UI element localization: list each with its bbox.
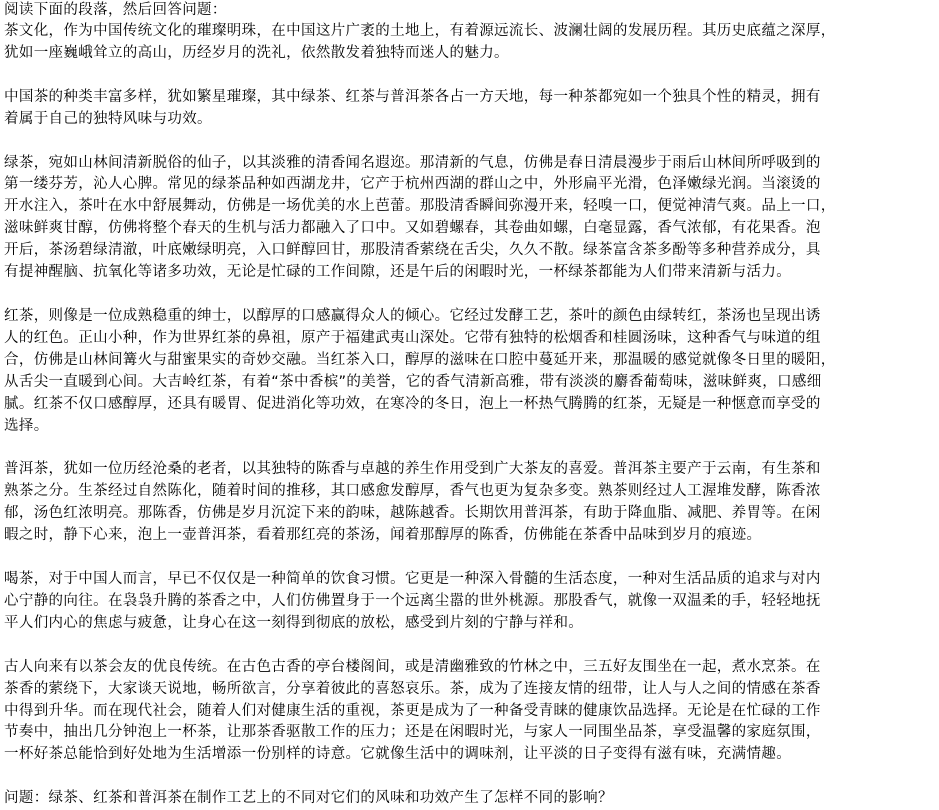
paragraph xyxy=(4,657,935,767)
paragraph-line: 着属于自己的独特风味与功效。 xyxy=(4,110,212,127)
paragraph-line: 茶文化，作为中国传统文化的璀璨明珠，在中国这片广袤的土地上，有着源远流长、波澜壮阔的发展历程。其历史底蕴之深厚， xyxy=(4,22,836,39)
paragraph-line: 心宁静的向往。在袅袅升腾的茶香之中，人们仿佛置身于一个远离尘嚣的世外桃源。那股香气，就像一双温柔的手，轻轻地抚 xyxy=(4,592,821,609)
paragraph-line: 滋味鲜爽甘醇，仿佛将整个春天的生机与活力都融入了口中。又如碧螺春，其卷曲如螺，白毫显露，香气浓郁，有花果香。泡 xyxy=(4,220,821,237)
intro-line: 阅读下面的段落，然后回答问题： xyxy=(4,2,227,18)
paragraph-line: 暇之时，静下心来，泡上一壶普洱茶，看着那红亮的茶汤，闻着那醇厚的陈香，仿佛能在茶香中品味到岁月的痕迹。 xyxy=(4,527,762,544)
paragraph-line: 中得到升华。而在现代社会，随着人们对健康生活的重视，茶更是成为了一种备受青睐的健康饮品选择。无论是在忙碌的工作 xyxy=(4,702,821,719)
paragraph xyxy=(4,306,935,437)
paragraph-line: 有提神醒脑、抗氧化等诸多功效，无论是忙碌的工作间隙，还是午后的闲暇时光，一杯绿茶都能为人们带来清新与活力。 xyxy=(4,264,792,281)
passage xyxy=(4,21,935,766)
paragraph xyxy=(4,87,935,131)
paragraph xyxy=(4,21,935,65)
paragraph-line: 普洱茶，犹如一位历经沧桑的老者，以其独特的陈香与卓越的养生作用受到广大茶友的喜爱。普洱茶主要产于云南，有生茶和 xyxy=(4,461,821,478)
paragraph-line: 郁，汤色红浓明亮。那陈香，仿佛是岁月沉淀下来的韵味，越陈越香。长期饮用普洱茶，有助于降血脂、减肥、养胃等。在闲 xyxy=(4,505,821,522)
paragraph-line: 人的红色。正山小种，作为世界红茶的鼻祖，原产于福建武夷山深处。它带有独特的松烟香和桂圆汤味，这种香气与味道的组 xyxy=(4,329,821,346)
paragraph-line: 从舌尖一直暖到心间。大吉岭红茶，有着“茶中香槟”的美誉，它的香气清新高雅，带有淡淡的麝香葡萄味，滋味鲜爽，口感细 xyxy=(4,373,822,390)
paragraph-line: 节奏中，抽出几分钟泡上一杯茶，让那茶香驱散工作的压力；还是在闲暇时光，与家人一同围坐品茶，享受温馨的家庭氛围， xyxy=(4,724,821,741)
paragraph-line: 红茶，则像是一位成熟稳重的绅士，以醇厚的口感赢得众人的倾心。它经过发酵工艺，茶叶的颜色由绿转红，茶汤也呈现出诱 xyxy=(4,307,821,324)
paragraph-line: 第一缕芬芳，沁人心脾。常见的绿茶品种如西湖龙井，它产于杭州西湖的群山之中，外形扁平光滑，色泽嫩绿光润。当滚烫的 xyxy=(4,176,821,193)
paragraph-line: 中国茶的种类丰富多样，犹如繁星璀璨，其中绿茶、红茶与普洱茶各占一方天地，每一种茶都宛如一个独具个性的精灵，拥有 xyxy=(4,88,821,105)
paragraph-line: 选择。 xyxy=(4,417,49,434)
paragraph-line: 古人向来有以茶会友的优良传统。在古色古香的亭台楼阁间，或是清幽雅致的竹林之中，三五好友围坐在一起，煮水烹茶。在 xyxy=(4,658,821,675)
paragraph xyxy=(4,153,935,284)
paragraph-line: 平人们内心的焦虑与疲惫，让身心在这一刻得到彻底的放松，感受到片刻的宁静与祥和。 xyxy=(4,614,584,631)
paragraph xyxy=(4,459,935,547)
paragraph xyxy=(4,569,935,635)
paragraph-line: 熟茶之分。生茶经过自然陈化，随着时间的推移，其口感愈发醇厚，香气也更为复杂多变。熟茶则经过人工渥堆发酵，陈香浓 xyxy=(4,483,821,500)
paragraph-line: 绿茶，宛如山林间清新脱俗的仙子，以其淡雅的清香闻名遐迩。那清新的气息，仿佛是春日清晨漫步于雨后山林间所呼吸到的 xyxy=(4,154,821,171)
paragraph-line: 开后，茶汤碧绿清澈，叶底嫩绿明亮，入口鲜醇回甘，那股清香萦绕在舌尖，久久不散。绿茶富含茶多酚等多种营养成分，具 xyxy=(4,242,821,259)
paragraph-line: 茶香的萦绕下，大家谈天说地，畅所欲言，分享着彼此的喜怒哀乐。茶，成为了连接友情的纽带，让人与人之间的情感在茶香 xyxy=(4,680,821,697)
question-line: 问题：绿茶、红茶和普洱茶在制作工艺上的不同对它们的风味和功效产生了怎样不同的影响？ xyxy=(4,790,613,807)
paragraph-line: 腻。红茶不仅口感醇厚，还具有暖胃、促进消化等功效，在寒冷的冬日，泡上一杯热气腾腾的红茶，无疑是一种惬意而享受的 xyxy=(4,395,821,412)
paragraph-line: 犹如一座巍峨耸立的高山，历经岁月的洗礼，依然散发着独特而迷人的魅力。 xyxy=(4,44,509,61)
paragraph-line: 合，仿佛是山林间篝火与甜蜜果实的奇妙交融。当红茶入口，醇厚的滋味在口腔中蔓延开来，那温暖的感觉就像冬日里的暖阳， xyxy=(4,351,836,368)
paragraph-line: 喝茶，对于中国人而言，早已不仅仅是一种简单的饮食习惯。它更是一种深入骨髓的生活态度，一种对生活品质的追求与对内 xyxy=(4,571,821,588)
paragraph-line: 开水注入，茶叶在水中舒展舞动，仿佛是一场优美的水上芭蕾。那股清香瞬间弥漫开来，轻嗅一口，便觉神清气爽。品上一口， xyxy=(4,198,836,215)
paragraph-line: 一杯好茶总能恰到好处地为生活增添一份别样的诗意。它就像生活中的调味剂，让平淡的日子变得有滋有味，充满情趣。 xyxy=(4,746,792,763)
